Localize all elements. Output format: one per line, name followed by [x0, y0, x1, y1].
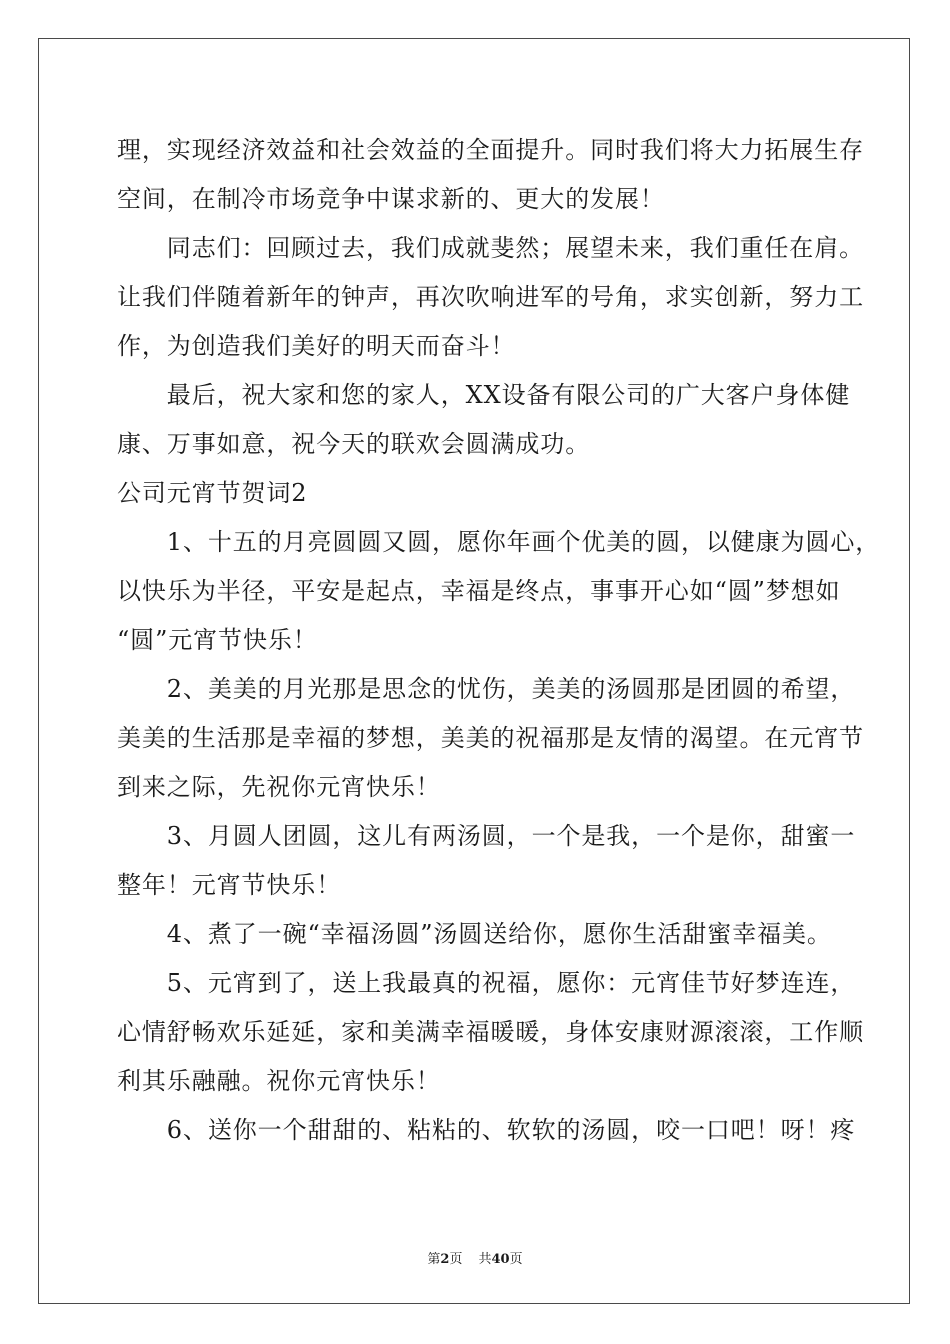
text-line: 心情舒畅欢乐延延，家和美满幸福暖暖，身体安康财源滚滚，工作顺: [117, 1018, 864, 1046]
text-line: 6、送你一个甜甜的、粘粘的、软软的汤圆，咬一口吧！呀！疼: [117, 1116, 856, 1144]
total-pages: 40: [491, 1252, 510, 1267]
page-footer: [0, 1248, 950, 1267]
page-prefix: 第: [427, 1252, 441, 1267]
text-line: 到来之际，先祝你元宵快乐！: [117, 773, 441, 801]
total-suffix: 页: [509, 1252, 523, 1267]
text-line: 最后，祝大家和您的家人，XX设备有限公司的广大客户身体健: [117, 381, 851, 409]
text-line: 4、煮了一碗“幸福汤圆”汤圆送给你，愿你生活甜蜜幸福美。: [117, 920, 832, 948]
text-line: 2、美美的月光那是思念的忧伤，美美的汤圆那是团圆的希望，: [117, 675, 856, 703]
text-line: 美美的生活那是幸福的梦想，美美的祝福那是友情的渴望。在元宵节: [117, 724, 864, 752]
section-heading: 公司元宵节贺词2: [117, 479, 308, 507]
text-line: 1、十五的月亮圆圆又圆，愿你年画个优美的圆，以健康为圆心，: [117, 528, 881, 556]
page-number: 2: [440, 1252, 450, 1267]
text-line: 理，实现经济效益和社会效益的全面提升。同时我们将大力拓展生存: [117, 136, 864, 164]
text-line: 利其乐融融。祝你元宵快乐！: [117, 1067, 441, 1095]
text-line: 整年！元宵节快乐！: [117, 871, 342, 899]
document-body: [117, 126, 881, 1155]
text-line: 作，为创造我们美好的明天而奋斗！: [117, 332, 516, 360]
text-line: 同志们：回顾过去，我们成就斐然；展望未来，我们重任在肩。: [117, 234, 864, 262]
text-line: “圆”元宵节快乐！: [117, 626, 318, 654]
text-line: 5、元宵到了，送上我最真的祝福，愿你：元宵佳节好梦连连，: [117, 969, 856, 997]
text-line: 空间，在制冷市场竞争中谋求新的、更大的发展！: [117, 185, 665, 213]
total-prefix: 共: [478, 1252, 492, 1267]
page-suffix: 页: [449, 1252, 463, 1267]
text-line: 3、月圆人团圆，这儿有两汤圆，一个是我，一个是你，甜蜜一: [117, 822, 856, 850]
text-line: 康、万事如意，祝今天的联欢会圆满成功。: [117, 430, 591, 458]
text-line: 以快乐为半径，平安是起点，幸福是终点，事事开心如“圆”梦想如: [117, 577, 841, 605]
text-line: 让我们伴随着新年的钟声，再次吹响进军的号角，求实创新，努力工: [117, 283, 864, 311]
